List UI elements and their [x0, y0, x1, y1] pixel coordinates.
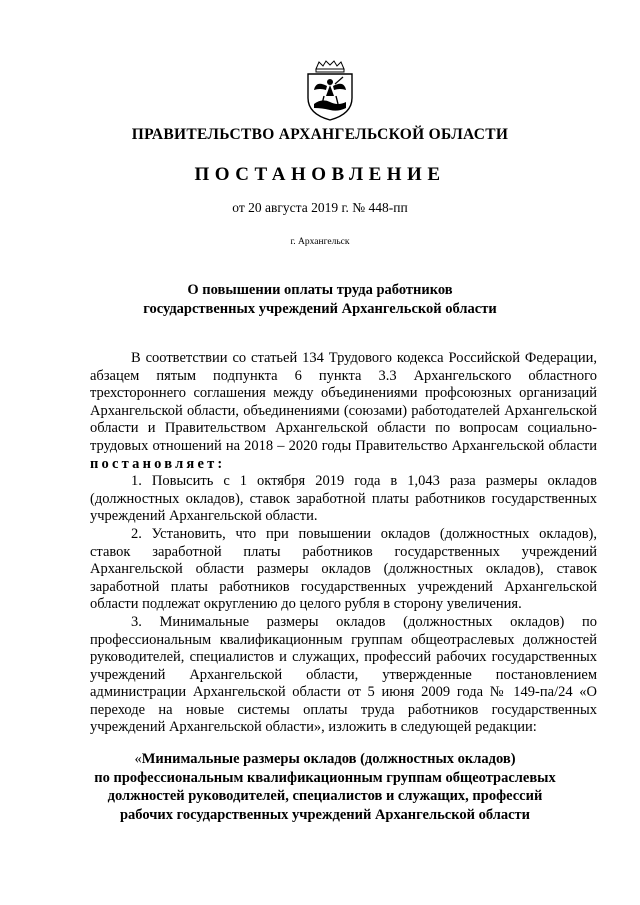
item-2-paragraph: 2. Установить, что при повышении окладов (должностных окладов), ставок заработной платы работников государственных учреждений Архангельской области размеры окладов (должностных окладов), ставок заработной платы работников государственных учреждений Архангельской области подлежат округлению до целого рубля в сторону увеличения.: [90, 525, 597, 613]
document-type: ПОСТАНОВЛЕНИЕ: [194, 164, 446, 185]
quoted-section-title: [60, 750, 590, 824]
document-subject: [0, 281, 640, 319]
quoted-title-line-1: [60, 750, 590, 769]
quoted-title-line-3: должностей руководителей, специалистов и служащих, профессий: [107, 788, 543, 804]
subject-line-1: О повышении оплаты труда работников: [187, 282, 453, 298]
item-1-paragraph: 1. Повысить с 1 октября 2019 года в 1,043 раза размеры окладов (должностных окладов), ставок заработной платы работников государственных учреждений Архангельской области.: [90, 473, 597, 525]
quoted-title-line-1-text: Минимальные размеры окладов (должностных окладов): [141, 751, 516, 767]
government-title: ПРАВИТЕЛЬСТВО АРХАНГЕЛЬСКОЙ ОБЛАСТИ: [131, 126, 509, 143]
quoted-title-line-2: по профессиональным квалификационным группам общеотраслевых: [94, 769, 556, 786]
open-quote-mark: «: [134, 751, 142, 767]
document-body: [90, 350, 597, 737]
document-city: г. Архангельск: [290, 237, 350, 247]
document-date-number: от 20 августа 2019 г. № 448-пп: [232, 200, 408, 215]
arkhangelsk-coat-of-arms-icon: [302, 60, 358, 122]
subject-line-2: государственных учреждений Архангельской области: [143, 301, 497, 317]
preamble-text: В соответствии со статьей 134 Трудового кодекса Российской Федерации, абзацем пятым подпункта 6 пункта 3.3 Архангельского областного трехстороннего соглашения между объединениями профсоюзных организаций Архангельской области, объединениями (союзами) работодателей Архангельской области и Правительством Архангельской области по вопросам социально-трудовых отношений на 2018 – 2020 годы Правительство Архангельской области: [90, 350, 597, 454]
quoted-title-line-4: рабочих государственных учреждений Архангельской области: [119, 806, 531, 823]
preamble-paragraph: [90, 350, 597, 473]
resolves-word: постановляет:: [90, 455, 226, 472]
item-3-paragraph: 3. Минимальные размеры окладов (должностных окладов) по профессиональным квалификационным группам общеотраслевых должностей руководителей, специалистов и служащих, профессий рабочих государственных учреждений Архангельской области, утвержденные постановлением администрации Архангельской области от 5 июня 2009 года № 149-па/24 «О переходе на новые системы оплаты труда работников государственных учреждений Архангельской области», изложить в следующей редакции:: [90, 613, 597, 736]
